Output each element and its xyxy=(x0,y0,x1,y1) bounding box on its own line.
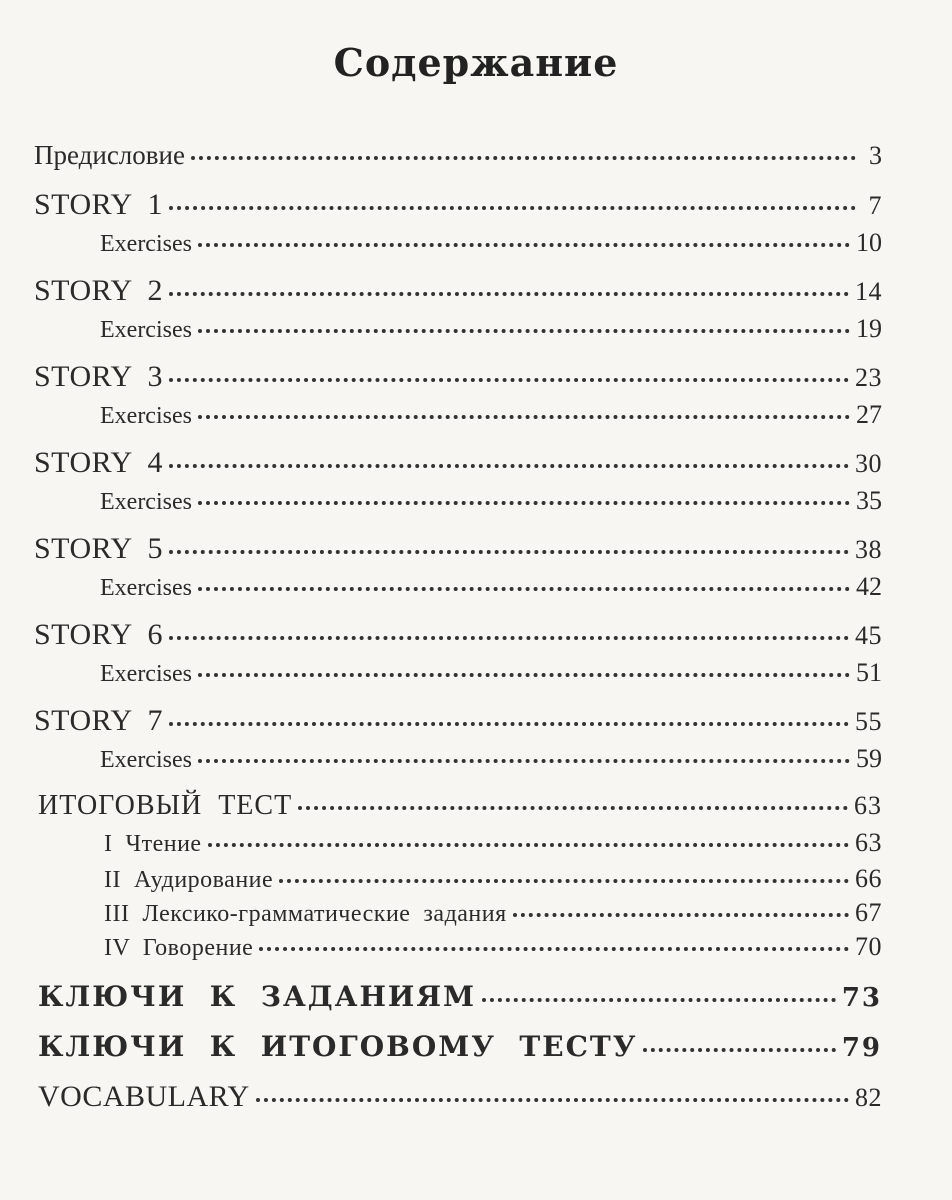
toc-entry-exercises-2 xyxy=(100,314,882,344)
toc-entry-listening xyxy=(104,864,882,894)
dot-leader xyxy=(169,464,849,468)
dot-leader xyxy=(643,1048,835,1052)
toc-page-number: 51 xyxy=(856,658,882,687)
toc-entry-speaking xyxy=(104,932,882,962)
dot-leader xyxy=(482,998,836,1002)
toc-entry-final-test xyxy=(38,790,882,822)
toc-page-number: 27 xyxy=(856,400,882,429)
toc-page-number: 7 xyxy=(868,191,882,220)
dot-leader xyxy=(198,587,850,591)
toc-entry-exercises-3 xyxy=(100,400,882,430)
dot-leader xyxy=(198,759,850,763)
toc-page-number: 59 xyxy=(856,744,882,773)
toc-entry-test-keys xyxy=(38,1030,882,1063)
toc-entry-label: STORY 7 xyxy=(34,704,164,737)
dot-leader xyxy=(169,292,849,296)
toc-entry-label: II Аудирование xyxy=(104,867,274,893)
dot-leader xyxy=(198,673,850,677)
toc-page-number: 66 xyxy=(855,864,882,893)
dot-leader xyxy=(198,415,850,419)
dot-leader xyxy=(198,329,850,333)
toc-page-number: 42 xyxy=(856,572,882,601)
toc-entry-label: ИТОГОВЫЙ ТЕСТ xyxy=(38,790,293,821)
toc-page-number: 63 xyxy=(855,828,882,857)
toc-entry-label: STORY 1 xyxy=(34,188,164,221)
toc-entry-exercises-5 xyxy=(100,572,882,602)
toc-page-number: 35 xyxy=(856,486,882,515)
toc-entry-story-5 xyxy=(34,532,882,566)
toc-entry-exercises-1 xyxy=(100,228,882,258)
dot-leader xyxy=(191,156,856,160)
toc-page-number: 73 xyxy=(841,983,882,1013)
toc-entry-label: КЛЮЧИ К ЗАДАНИЯМ xyxy=(38,980,477,1013)
toc-entry-story-6 xyxy=(34,618,882,652)
toc-entry-exercises-7 xyxy=(100,744,882,774)
toc-entry-label: Exercises xyxy=(100,747,192,773)
toc-entry-label: КЛЮЧИ К ИТОГОВОМУ ТЕСТУ xyxy=(38,1030,638,1063)
dot-leader xyxy=(169,722,849,726)
toc-page-number: 10 xyxy=(856,228,882,257)
toc-entry-label: STORY 2 xyxy=(34,274,164,307)
toc-entry-label: Exercises xyxy=(100,403,192,429)
dot-leader xyxy=(256,1098,849,1102)
toc-entry-exercises-6 xyxy=(100,658,882,688)
toc-entry-label: Exercises xyxy=(100,489,192,515)
toc-entry-story-3 xyxy=(34,360,882,394)
toc-entry-label: STORY 6 xyxy=(34,618,164,651)
dot-leader xyxy=(298,806,848,810)
toc-page-number: 79 xyxy=(841,1033,882,1063)
toc-entry-story-7 xyxy=(34,704,882,738)
toc-page-number: 55 xyxy=(855,707,882,736)
toc-entry-story-2 xyxy=(34,274,882,308)
toc-entry-label: STORY 5 xyxy=(34,532,164,565)
toc-entry-story-1 xyxy=(34,188,882,222)
dot-leader xyxy=(169,378,849,382)
toc-entry-label: Exercises xyxy=(100,661,192,687)
toc-entry-vocabulary xyxy=(38,1080,882,1114)
toc-entry-preface xyxy=(34,140,882,171)
toc-page-number: 45 xyxy=(855,621,882,650)
toc-entry-exercises-4 xyxy=(100,486,882,516)
toc-entry-label: Exercises xyxy=(100,317,192,343)
toc-page-number: 30 xyxy=(855,449,882,478)
toc-entry-label: Предисловие xyxy=(34,140,185,170)
toc-page-number: 19 xyxy=(856,314,882,343)
toc-page-number: 14 xyxy=(855,277,882,306)
dot-leader xyxy=(169,550,849,554)
toc-entry-label: III Лексико-грамматические задания xyxy=(104,901,507,927)
toc-page-number: 38 xyxy=(855,535,882,564)
toc-page-number: 3 xyxy=(869,141,882,170)
toc-entry-task-keys xyxy=(38,980,882,1013)
toc-entry-label: VOCABULARY xyxy=(38,1080,250,1113)
toc-page-number: 23 xyxy=(855,363,882,392)
toc-entry-story-4 xyxy=(34,446,882,480)
toc-entry-reading xyxy=(104,828,882,858)
dot-leader xyxy=(513,913,849,917)
dot-leader xyxy=(279,879,849,883)
dot-leader xyxy=(208,843,849,847)
toc-entry-label: Exercises xyxy=(100,231,192,257)
toc-entry-label: I Чтение xyxy=(104,831,202,857)
toc-page-number: 63 xyxy=(854,791,882,820)
toc-entry-lexico-grammar xyxy=(104,898,882,928)
toc-entry-label: Exercises xyxy=(100,575,192,601)
toc-page-number: 70 xyxy=(855,932,882,961)
dot-leader xyxy=(198,243,850,247)
dot-leader xyxy=(259,947,849,951)
toc-page-number: 82 xyxy=(855,1083,882,1112)
dot-leader xyxy=(169,636,849,640)
toc-page-number: 67 xyxy=(855,898,882,927)
dot-leader xyxy=(169,206,856,210)
toc-entry-label: IV Говорение xyxy=(104,935,254,961)
page-title: Содержание xyxy=(333,40,619,85)
dot-leader xyxy=(198,501,850,505)
toc-entry-label: STORY 4 xyxy=(34,446,164,479)
toc-entry-label: STORY 3 xyxy=(34,360,164,393)
